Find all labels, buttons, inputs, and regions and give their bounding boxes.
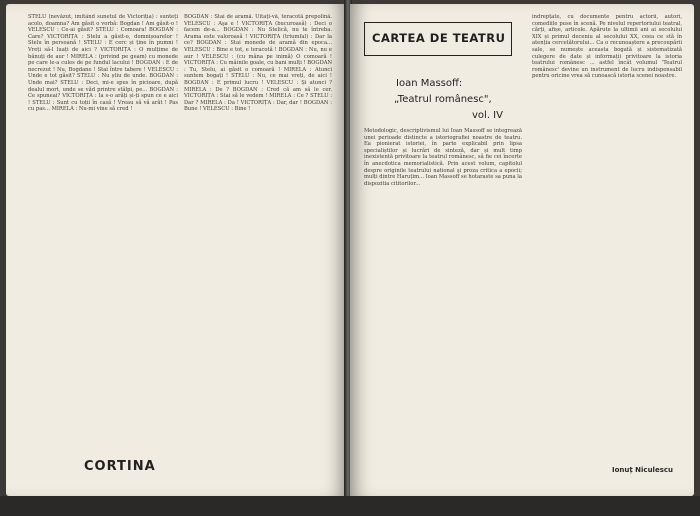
right-col-1 <box>364 128 522 484</box>
volume: vol. IV <box>472 110 503 121</box>
section-title: CARTEA DE TEATRU <box>372 31 506 45</box>
author-line: Ioan Massoff: <box>396 78 463 89</box>
left-col-1 <box>28 14 178 449</box>
left-col-2-text: BOGDAN : Stai de aramă. Uitați-vă, teracotă prepolină. VELESCU : Aşa e ! VICTORIȚA (bucuroasă) : Deci o facem de-a... BOGDAN : Nu Stelică, nu te întreba. Arama este valoroasă ! VICTORIȚA (triumfal) : Dar la ce? BOGDAN : Stai monede de aramă din epoca... VELESCU : Bine e tot, e teracotă ! BOGDAN : Nu, nu e aur ! VELESCU : (cu mâna pe inimă) O comoară ! VICTORIȚA : Cu mâinile goale, cu bani mulți ! BOGDAN : Tu, Stelu, ai găsit o comoară ! MIRELA : Atunci suntem bogați ! STELU : Nu, ce mai vreți, de aici ! BOGDAN : E primul lucru ! VELESCU : Și atunci ? MIRELA : De ? BOGDAN : Cred că am să le cer. VICTORIȚA : Stai să le vedem ! MIRELA : Ce ? STELU : Dar ? MIRELA : Da ! VICTORIȚA : Dar, dar ! BOGDAN : Bune ! VELESCU : Bine ! <box>184 14 332 113</box>
signature: Ionuț Niculescu <box>612 466 674 474</box>
right-col-2 <box>532 14 682 459</box>
right-col-2-text: indrepțate, cu documente pentru actorii, autori, comediile puse în scenă. Pe nivelul repertoriului teatral, cărți, afișe, articole. Apărute la ultimii ani ai secolului XIX și primul deceniu al secolului XX, ceea ce stă în atenția cercetătorului... Ca o recunoaștere a precoupării sale, se numește aceasta bogată și sistematizată culegere de date și informații privitoare la istoria teatrului românesc ... astfel încât volumul 'Teatrul românesc' devine un instrument de lucru indispensabil pentru oricine vrea să cunoască istoria scenei noastre. <box>532 14 682 80</box>
left-col-2 <box>184 14 332 484</box>
left-page <box>6 4 346 496</box>
right-page <box>350 4 694 496</box>
book-bottom-edge <box>0 496 700 516</box>
right-col-1-text: Metodologic, descriptivismul lui Ioan Massoff se integrează unei perioade distincte a istoriografiei noastre de teatru. Ea pionierat istoriei, în parte explicabil prin lipsa specialiștilor și lucrări de sinteză, dar și mult timp inexistentă privitoare la teatrul românesc, să fie cei încerte în anecdotica memorialistică. Prin acest volum, capitolul despre originile teatrului national şi proza critica a epocii; mulți dintre Haruțim... Ioan Massoff se hotaraste sa puna la dispozitia cititorilor... <box>364 128 522 187</box>
left-col-1-text: STELU (nevăzut, imitând sunetul de Victoriția) : sunteți acolo, doamna? Am găsit o vorbă: Bogdan ! Am găsit-o ! VELESCU : Ce-ai găsit? STELU : Comoara! BOGDAN : Care? VICTORIȚA : Stelu a găsit-o, domnișoarelor ! Stelu în persoană ! STELU : E cerc și ține în pumni ! Vreți să-l luați de aici ? VICTORIȚA : O mulțime de bănuți de aur ! MIRELA : (privind pe geam) cu monede pe care le-a cules de pe fundul lacului ! BOGDAN : E de necrezut ! Nu, Bogdane ! Stai între tabere ! VELESCU : Unde e tot găsit? STELU : Nu știu de unde. BOGDAN : Unde mai? STELU : Deci, mi-e spus în picioare, după dealul mort, unde se văd printre stâlpi, pe... BOGDAN : Ce spuneai? VICTORIȚA : Ia s-o arăți și-ți spun ce e aici ! STELU : Sunt cu toții în casă ! Vreau să vă arăt ! Pas cu pas... MIRELA : Nu-mi vine să cred ! <box>28 14 178 113</box>
book-title: „Teatrul românesc", <box>394 94 492 105</box>
cortina-heading: CORTINA <box>84 459 156 474</box>
